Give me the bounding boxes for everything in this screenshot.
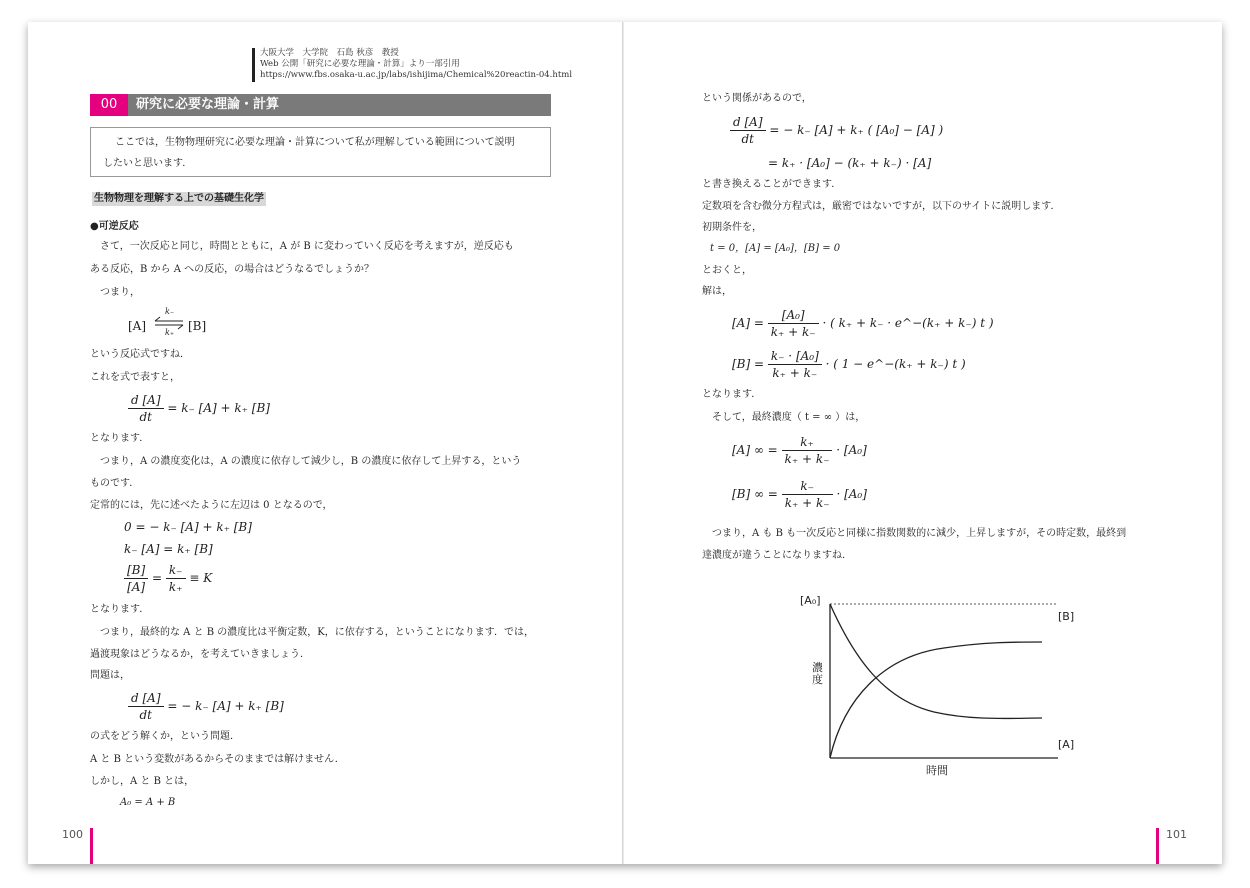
para-1b: ある反応，B から A への反応，の場合はどうなるでしょうか？ — [90, 264, 375, 275]
inf1-denominator: k₊ + k₋ — [784, 452, 830, 466]
eq1-denominator: dt — [139, 410, 153, 424]
right-para-10b: 達濃度が違うことになりますね． — [702, 550, 852, 561]
right-para-3: 定数項を含む微分方程式は，厳密ではないですが，以下のサイトに説明します． — [702, 201, 1061, 212]
sol2-denominator: k₊ + k₋ — [772, 366, 818, 380]
attribution-line-1: 大阪大学 大学院 石島 秋彦 教授 — [260, 48, 399, 58]
inf1-numerator: k₊ — [782, 434, 833, 451]
para-9b: 過渡現象はどうなるか，を考えていきましょう． — [90, 649, 310, 660]
inf2-lhs: [B] ∞ = — [732, 487, 778, 501]
right-equation-2: = k₊ · [A₀] − (k₊ + k₋) · [A] — [768, 156, 932, 170]
attribution-line-3: https://www.fbs.osaka-u.ac.jp/labs/ishijima/Chemical%20reactin-04.html — [260, 70, 573, 80]
chapter-title: 研究に必要な理論・計算 — [136, 97, 280, 112]
right-para-1: という関係があるので， — [702, 93, 812, 104]
final-conc-b — [732, 478, 867, 511]
curve-b — [830, 642, 1042, 758]
right-para-4: 初期条件を， — [702, 222, 762, 233]
sol2-numerator: k₋ · [A₀] — [768, 348, 822, 365]
eq4-numerator-2: k₋ — [166, 562, 186, 579]
r-eq1-numerator: d [A] — [730, 114, 766, 131]
sol2-rhs: · ( 1 − e^−(k₊ + k₋) t ) — [825, 357, 966, 371]
reaction-right: [B] — [188, 319, 207, 333]
intro-line-2: したいと思います． — [103, 158, 193, 169]
graph-label-b: [B] — [1058, 610, 1075, 623]
curve-a — [830, 604, 1042, 718]
page-marker-right — [1156, 828, 1159, 864]
inf2-numerator: k₋ — [782, 478, 833, 495]
graph-label-a: [A] — [1058, 738, 1075, 751]
right-para-10a: つまり，A も B も一次反応と同様に指数関数的に減少，上昇しますが，その時定数，最終到 — [712, 528, 1127, 539]
para-7: 定常的には，先に述べたように左辺は 0 となるので， — [90, 500, 333, 511]
concentration-graph — [794, 588, 1094, 788]
r-eq1-rhs: = − k₋ [A] + k₊ ( [A₀] − [A] ) — [769, 123, 944, 137]
section-heading: 生物物理を理解する上での基礎生化学 — [94, 193, 264, 204]
reaction-k-plus: k₊ — [165, 328, 175, 337]
attribution-bar — [252, 48, 255, 82]
page-marker-left — [90, 828, 93, 864]
equation-3: k₋ [A] = k₊ [B] — [124, 542, 213, 556]
graph-label-a0: [A₀] — [800, 594, 821, 607]
equation-2: 0 = − k₋ [A] + k₊ [B] — [124, 520, 252, 534]
eq4-rhs: ≡ K — [189, 571, 213, 585]
para-6a: つまり，A の濃度変化は，A の濃度に依存して減少し，B の濃度に依存して上昇する，という — [100, 456, 522, 467]
reaction-k-minus: k₋ — [165, 307, 175, 316]
right-para-7: 解は， — [702, 286, 732, 297]
inf1-rhs: · [A₀] — [836, 443, 867, 457]
intro-box — [90, 127, 551, 177]
right-para-5: t = 0，[A] = [A₀]，[B] = 0 — [710, 243, 841, 254]
para-3: という反応式ですね． — [90, 349, 190, 360]
solution-2 — [732, 348, 966, 381]
inf1-lhs: [A] ∞ = — [732, 443, 778, 457]
equation-6: A₀ = A + B — [120, 797, 176, 808]
sol1-rhs: · ( k₊ + k₋ · e^−(k₊ + k₋) t ) — [822, 316, 994, 330]
final-conc-a — [732, 434, 867, 467]
sol1-denominator: k₊ + k₋ — [770, 325, 816, 339]
page-number-left: 100 — [62, 828, 83, 841]
right-page — [624, 22, 1222, 864]
para-11: の式をどう解くか，という問題． — [90, 731, 240, 742]
graph-svg — [794, 588, 1094, 788]
right-para-9: そして，最終濃度（ t = ∞ ）は， — [712, 412, 866, 423]
inf2-denominator: k₊ + k₋ — [784, 496, 830, 510]
right-para-2: と書き換えることができます． — [702, 179, 842, 190]
para-8: となります． — [90, 604, 150, 615]
reaction-left: [A] — [128, 319, 147, 333]
eq5-numerator: d [A] — [128, 690, 164, 707]
para-2: つまり， — [100, 287, 140, 298]
eq4-denominator: [A] — [127, 580, 146, 594]
inf2-rhs: · [A₀] — [836, 487, 867, 501]
para-1a: さて，一次反応と同じ，時間とともに，A が B に変わっていく反応を考えますが，逆反応も — [100, 241, 514, 252]
attribution-line-2: Web 公開「研究に必要な理論・計算」より一部引用 — [260, 59, 460, 69]
para-4: これを式で表すと， — [90, 372, 180, 383]
intro-line-1: ここでは，生物物理研究に必要な理論・計算について私が理解している範囲について説明 — [115, 137, 515, 148]
right-para-6: とおくと， — [702, 265, 752, 276]
subheading: ●可逆反応 — [90, 221, 139, 232]
equation-4: $\frac{[B]}{[A]}$ = $\frac{k_-}{k_+}$ ≡ K — [124, 562, 212, 595]
para-5: となります． — [90, 433, 150, 444]
page-number-right: 101 — [1166, 828, 1187, 841]
equation-5 — [128, 690, 284, 723]
sol1-numerator: [A₀] — [768, 307, 819, 324]
r-eq1-denominator: dt — [741, 132, 755, 146]
sol1-lhs: [A] = — [732, 316, 764, 330]
book-spread — [28, 22, 1222, 864]
para-12: A と B という変数があるからそのままでは解けません． — [90, 754, 345, 765]
eq4-numerator: [B] — [124, 562, 148, 579]
left-page — [28, 22, 622, 864]
para-10: 問題は， — [90, 670, 130, 681]
eq1-rhs: = k₋ [A] + k₊ [B] — [167, 401, 270, 415]
eq5-rhs: = − k₋ [A] + k₊ [B] — [167, 699, 284, 713]
graph-ylabel: 濃度 — [812, 661, 823, 686]
eq1-numerator: d [A] — [128, 392, 164, 409]
solution-1 — [732, 307, 994, 340]
para-13: しかし，A と B とは， — [90, 776, 195, 787]
chapter-heading — [90, 94, 551, 116]
equation-1 — [128, 392, 270, 425]
sol2-lhs: [B] = — [732, 357, 765, 371]
para-9a: つまり，最終的な A と B の濃度比は平衡定数，K，に依存する，ということになります．では， — [100, 627, 534, 638]
para-6b: ものです． — [90, 478, 140, 489]
right-equation-1 — [730, 114, 943, 147]
chapter-number: 00 — [90, 94, 128, 116]
graph-xlabel: 時間 — [926, 764, 948, 777]
right-para-8: となります． — [702, 389, 762, 400]
eq5-denominator: dt — [139, 708, 153, 722]
eq4-denominator-2: k₊ — [168, 580, 183, 594]
